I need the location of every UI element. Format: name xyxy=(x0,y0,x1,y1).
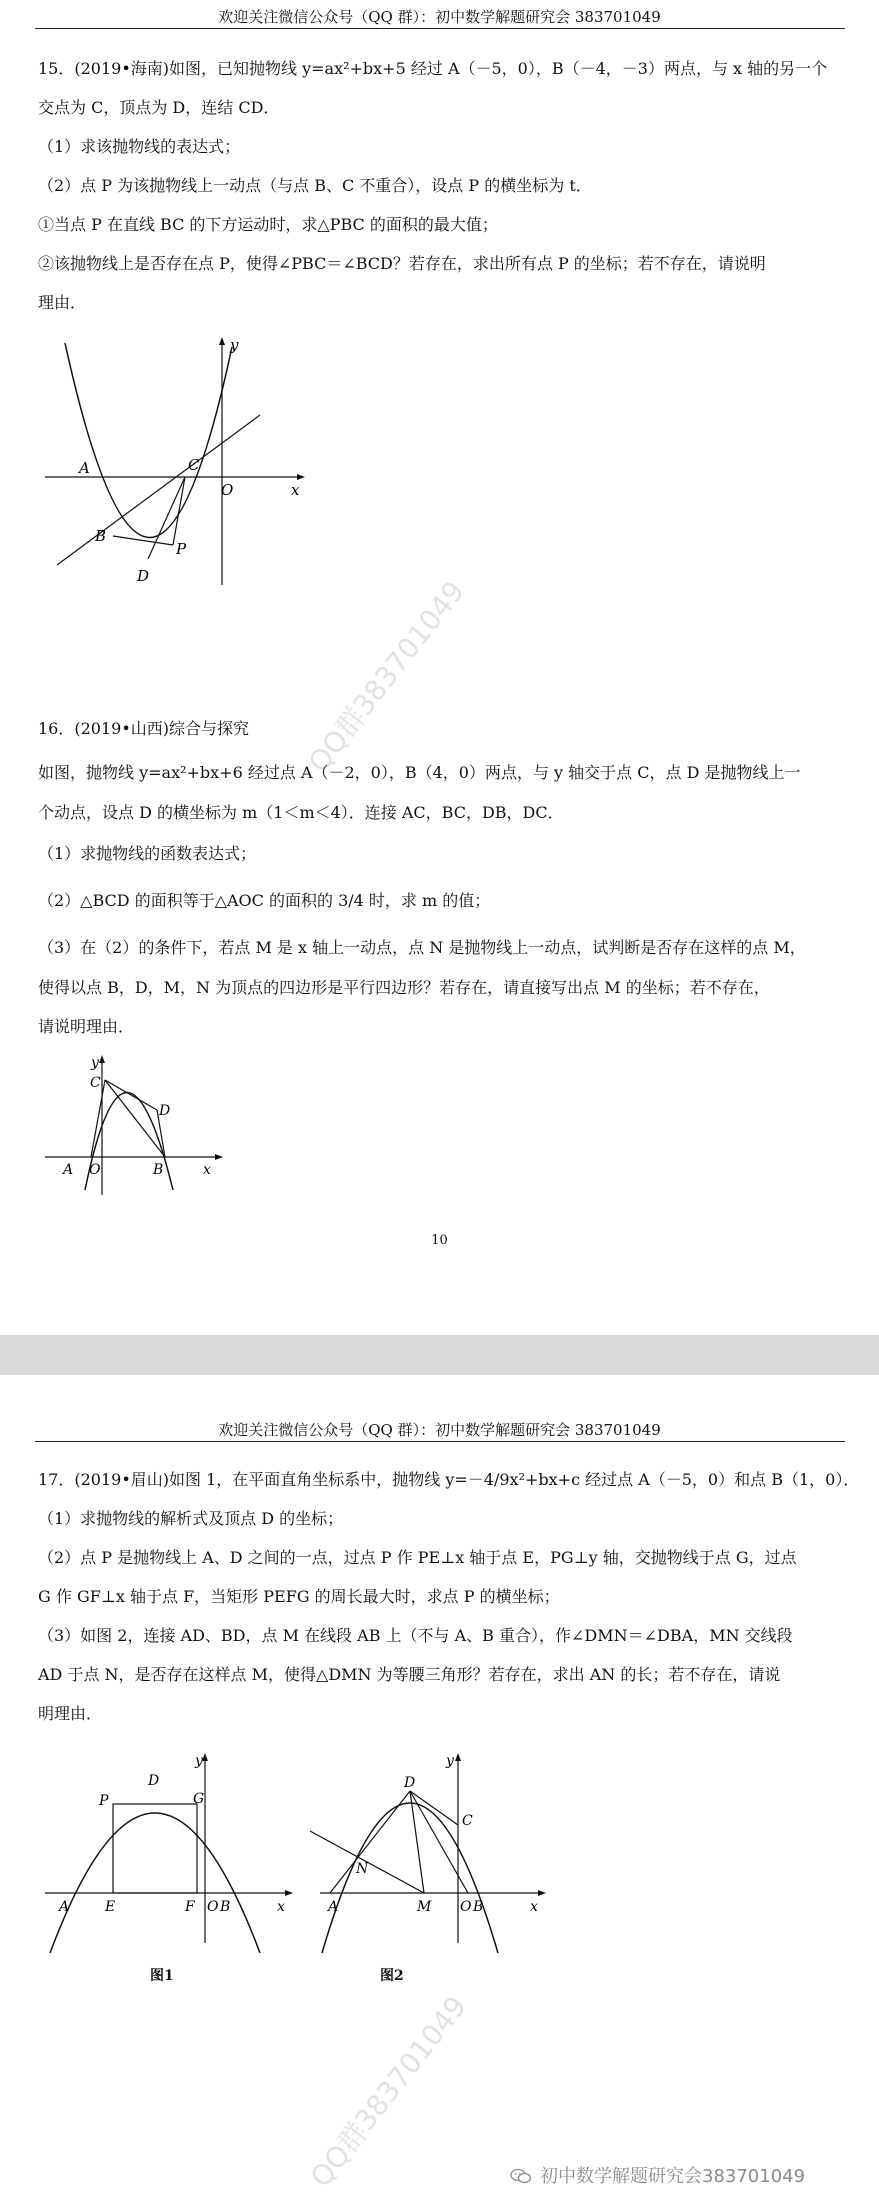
q17-line-6: AD 于点 N，是否存在这样点 M，使得△DMN 为等腰三角形？若存在，求出 AN 的长；若不存在，请说 xyxy=(38,1665,781,1684)
q15-x-arrow xyxy=(297,474,305,480)
fig2-segment-dc xyxy=(410,1791,458,1825)
q15-line-4: （2）点 P 为该抛物线上一动点（与点 B、C 不重合），设点 P 的横坐标为 t． xyxy=(38,176,592,195)
q16-line-5: （2）△BCD 的面积等于△AOC 的面积的 3/4 时，求 m 的值； xyxy=(38,891,491,910)
fig1-label-x: x xyxy=(277,1899,285,1915)
q17-line-2: （1）求抛物线的解析式及顶点 D 的坐标； xyxy=(38,1509,344,1528)
fig1-label-F: F xyxy=(185,1899,195,1915)
q16-x-arrow xyxy=(215,1154,223,1160)
q15-label-O: O xyxy=(221,481,234,499)
fig2-caption: 图2 xyxy=(380,1968,404,1984)
q15-line-2: 交点为 C，顶点为 D，连结 CD． xyxy=(38,98,280,117)
fig1-label-D: D xyxy=(148,1773,160,1789)
q16-figure xyxy=(45,1055,235,1205)
fig2-x-arrow xyxy=(538,1890,546,1896)
q16-line-6: （3）在（2）的条件下，若点 M 是 x 轴上一动点，点 N 是抛物线上一动点，试判断是否存在这样的点 M， xyxy=(38,938,806,957)
page-header-2: 欢迎关注微信公众号（QQ 群）：初中数学解题研究会 383701049 xyxy=(218,1421,661,1439)
q16-label-C: C xyxy=(90,1075,101,1091)
q16-line-7: 使得以点 B，D，M，N 为顶点的四边形是平行四边形？若存在，请直接写出点 M 的坐标；若不存在， xyxy=(38,978,770,997)
header-rule-2 xyxy=(35,1441,845,1442)
q15-parabola xyxy=(65,343,232,538)
q15-label-P: P xyxy=(176,540,187,558)
q15-segment-pc xyxy=(173,477,185,545)
page1-watermark: QQ群383701049 xyxy=(301,574,472,779)
fig1-caption: 图1 xyxy=(150,1968,174,1984)
page-gap xyxy=(0,1335,879,1375)
q17-line-5: （3）如图 2，连接 AD、BD，点 M 在线段 AB 上（不与 A、B 重合），作∠DMN＝∠DBA，MN 交线段 xyxy=(38,1626,793,1645)
q16-label-O: O xyxy=(89,1162,101,1178)
q16-segment-cd xyxy=(105,1080,157,1110)
q16-label-D: D xyxy=(159,1103,171,1119)
q16-segment-cb xyxy=(105,1080,165,1157)
q15-line-5: ①当点 P 在直线 BC 的下方运动时，求△PBC 的面积的最大值； xyxy=(38,215,498,234)
q16-label-A: A xyxy=(63,1162,74,1178)
q17-figure-2 xyxy=(300,1753,550,1953)
wechat-icon xyxy=(510,2168,532,2184)
fig2-label-A: A xyxy=(328,1899,339,1915)
q16-segment-ac xyxy=(91,1080,105,1157)
q15-segment-bp xyxy=(113,536,173,545)
fig1-label-A: A xyxy=(59,1899,70,1915)
q15-label-A: A xyxy=(79,459,90,477)
fig2-label-M: M xyxy=(417,1899,432,1915)
fig1-parabola xyxy=(50,1813,260,1953)
q17-figure-1 xyxy=(45,1753,295,1953)
fig2-label-B: B xyxy=(473,1899,484,1915)
fig1-x-arrow xyxy=(285,1890,293,1896)
q16-label-B: B xyxy=(153,1162,164,1178)
fig2-label-D: D xyxy=(404,1775,416,1791)
footer-watermark-text: 初中数学解题研究会383701049 xyxy=(540,2166,806,2187)
q15-y-arrow xyxy=(219,337,225,345)
q15-label-D: D xyxy=(137,567,150,585)
fig2-label-N: N xyxy=(356,1861,369,1877)
q16-line-4: （1）求抛物线的函数表达式； xyxy=(38,844,257,863)
q15-line-7: 理由． xyxy=(38,293,87,312)
header-rule xyxy=(35,28,845,29)
footer-watermark xyxy=(510,2162,805,2188)
fig2-segment-db xyxy=(410,1791,468,1893)
page-number: 10 xyxy=(431,1233,448,1248)
fig1-label-O: O xyxy=(207,1899,219,1915)
q15-label-x: x xyxy=(291,481,300,499)
q15-line-3: （1）求该抛物线的表达式； xyxy=(38,137,241,156)
q15-figure xyxy=(45,335,315,595)
q15-line-1: 15．(2019•海南)如图，已知抛物线 y=ax²+bx+5 经过 A（－5，0），B（－4，－3）两点，与 x 轴的另一个 xyxy=(38,59,828,78)
q16-line-1: 16．(2019•山西)综合与探究 xyxy=(38,719,250,738)
page2-watermark: QQ群383701049 xyxy=(303,1989,474,2194)
q16-label-x: x xyxy=(203,1162,211,1178)
fig1-label-G: G xyxy=(193,1791,205,1807)
q16-line-3: 个动点，设点 D 的横坐标为 m（1＜m＜4）．连接 AC，BC，DB，DC． xyxy=(38,803,564,822)
page-header: 欢迎关注微信公众号（QQ 群）：初中数学解题研究会 383701049 xyxy=(218,8,661,26)
q15-label-y: y xyxy=(230,336,239,354)
q15-label-B: B xyxy=(95,527,107,545)
q17-line-1: 17．(2019•眉山)如图 1，在平面直角坐标系中，抛物线 y=－4/9x²+bx+c 经过点 A（－5，0）和点 B（1，0）． xyxy=(38,1470,860,1489)
fig1-label-E: E xyxy=(105,1899,116,1915)
q17-line-3: （2）点 P 是抛物线上 A、D 之间的一点，过点 P 作 PE⊥x 轴于点 E，PG⊥y 轴，交抛物线于点 G，过点 xyxy=(38,1548,797,1567)
q15-label-C: C xyxy=(188,456,200,474)
fig1-label-y: y xyxy=(195,1753,203,1769)
fig2-label-O: O xyxy=(460,1899,472,1915)
fig2-label-x: x xyxy=(530,1899,538,1915)
q17-line-4: G 作 GF⊥x 轴于点 F，当矩形 PEFG 的周长最大时，求点 P 的横坐标； xyxy=(38,1587,560,1606)
fig1-rectangle-pefg xyxy=(113,1804,197,1893)
fig2-label-y: y xyxy=(446,1753,454,1769)
q16-y-arrow xyxy=(99,1055,105,1063)
fig2-y-arrow xyxy=(455,1753,461,1761)
fig2-segment-ad xyxy=(330,1791,410,1893)
fig1-label-B: B xyxy=(220,1899,231,1915)
q15-line-6: ②该抛物线上是否存在点 P，使得∠PBC＝∠BCD？若存在，求出所有点 P 的坐标；若不存在，请说明 xyxy=(38,254,766,273)
fig2-label-C: C xyxy=(462,1813,473,1829)
fig1-label-P: P xyxy=(99,1793,109,1809)
q17-line-7: 明理由． xyxy=(38,1704,103,1723)
document-page-2 xyxy=(0,1375,879,2185)
q16-label-y: y xyxy=(91,1055,99,1071)
q16-line-8: 请说明理由． xyxy=(38,1017,135,1036)
q16-line-2: 如图，抛物线 y=ax²+bx+6 经过点 A（－2，0），B（4，0）两点，与 y 轴交于点 C，点 D 是抛物线上一 xyxy=(38,763,801,782)
